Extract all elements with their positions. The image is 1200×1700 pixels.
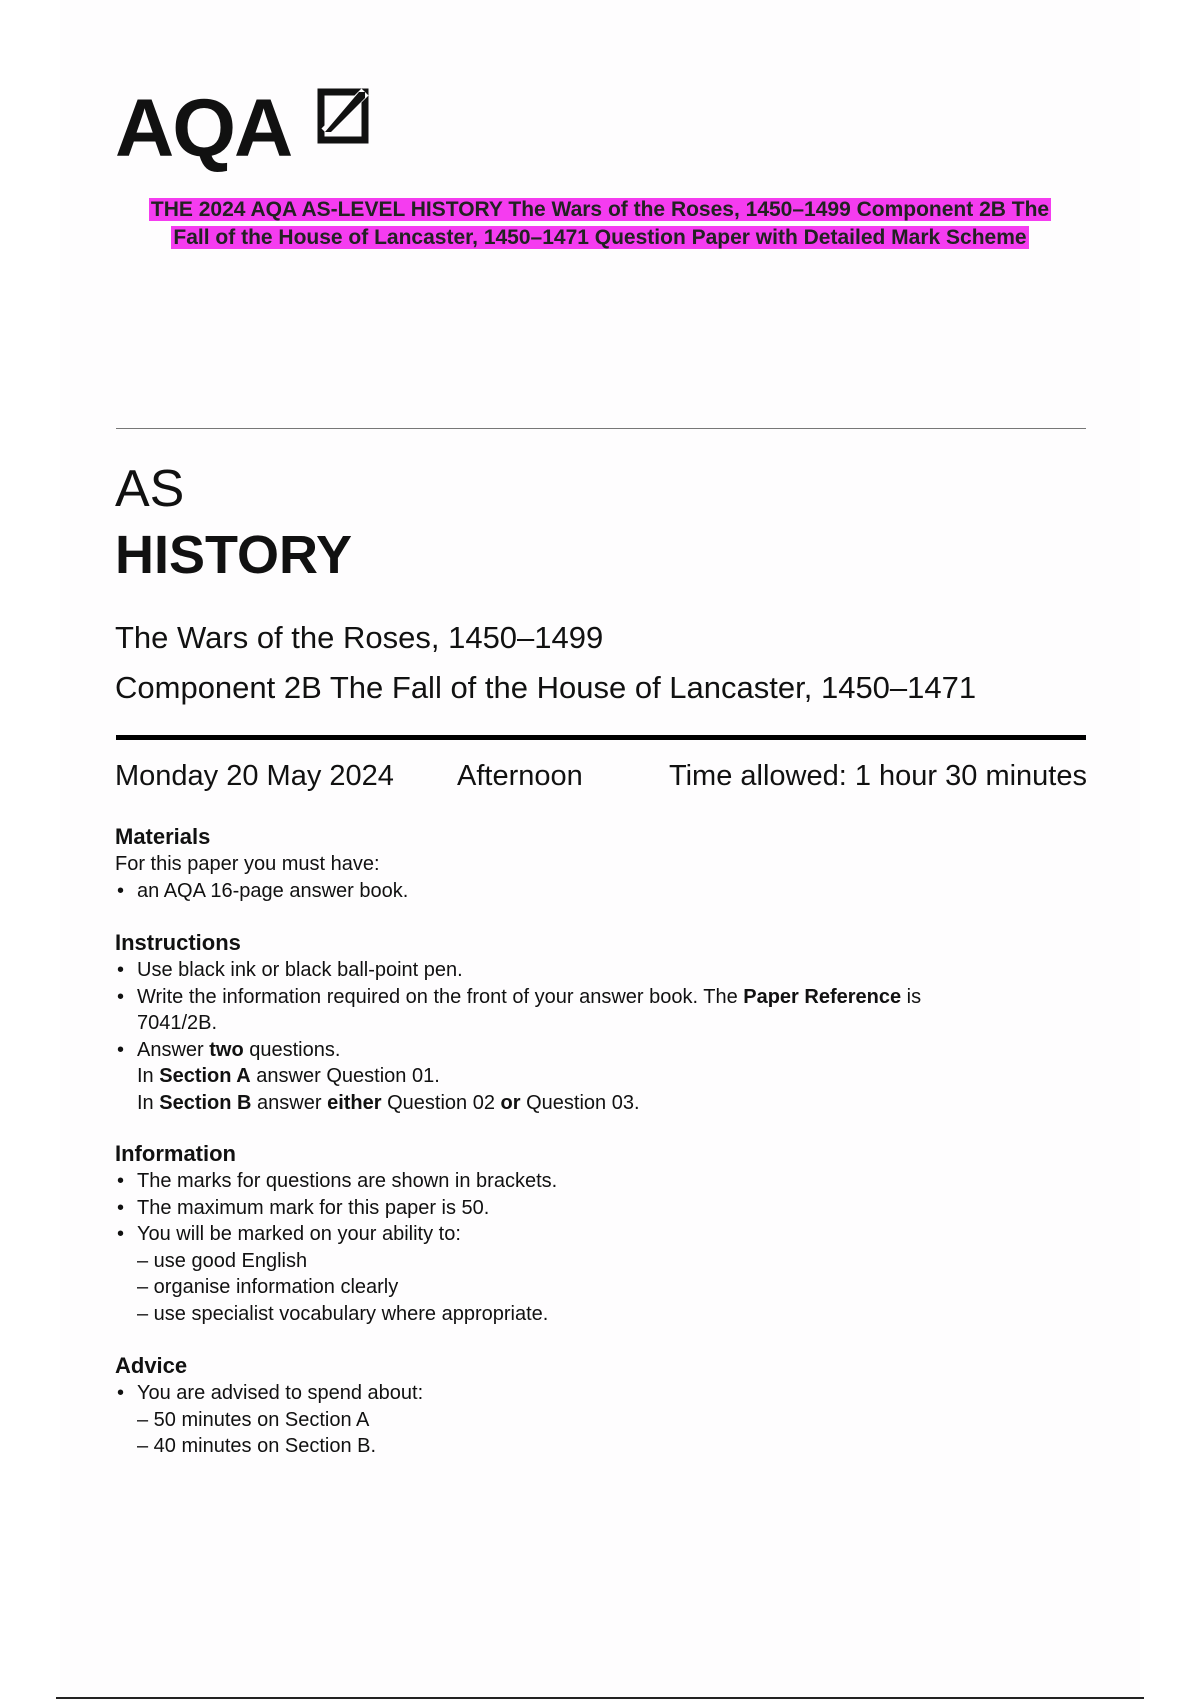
- exam-session: Afternoon: [457, 760, 583, 792]
- text-run: answer: [251, 1091, 328, 1114]
- instructions-heading: Instructions: [115, 930, 241, 955]
- exam-date-bar: [115, 762, 1087, 791]
- page-bottom-edge: [56, 1697, 1144, 1699]
- paper-reference-label: Paper Reference: [743, 985, 902, 1008]
- subject-title: HISTORY: [115, 525, 353, 585]
- qualification-level: AS: [115, 460, 185, 518]
- text-run: Question 03.: [520, 1091, 640, 1114]
- information-item-ability: • You will be marked on your ability to:: [115, 1221, 557, 1248]
- title-divider: [116, 735, 1086, 740]
- text-run: questions.: [243, 1038, 341, 1061]
- paper-reference-code: 7041/2B.: [137, 1012, 218, 1034]
- information-sub-vocabulary: – use specialist vocabulary where appropriate.: [137, 1302, 549, 1325]
- aqa-logo-mark-icon: [315, 88, 371, 144]
- information-section: [115, 1140, 557, 1327]
- text-run-bold: either: [327, 1091, 382, 1114]
- paper-title: The Wars of the Roses, 1450–1499: [115, 620, 604, 655]
- information-item-max-mark: • The maximum mark for this paper is 50.: [115, 1195, 557, 1222]
- information-heading: Information: [115, 1141, 236, 1166]
- advice-sub-section-b: – 40 minutes on Section B.: [137, 1435, 377, 1457]
- header-divider: [116, 428, 1086, 429]
- text-run: In: [137, 1065, 160, 1087]
- banner-line-1: THE 2024 AQA AS-LEVEL HISTORY The Wars of the Roses, 1450–1499 Component 2B The: [150, 198, 1050, 221]
- information-sub-organise: – organise information clearly: [137, 1276, 399, 1298]
- advice-sub-section-a: – 50 minutes on Section A: [137, 1408, 370, 1431]
- banner-line-2: Fall of the House of Lancaster, 1450–1471 Question Paper with Detailed Mark Scheme: [173, 226, 1027, 249]
- text-run-bold: Section B: [159, 1091, 252, 1114]
- text-run: answer Question 01.: [250, 1065, 440, 1087]
- information-sub-english: – use good English: [137, 1249, 308, 1272]
- time-allowed: Time allowed: 1 hour 30 minutes: [668, 760, 1087, 792]
- text-run: Write the information required on the front of your answer book. The: [137, 985, 744, 1008]
- instructions-item-ink: • Use black ink or black ball-point pen.: [115, 957, 921, 984]
- materials-section: [115, 823, 408, 904]
- aqa-logo: [115, 83, 292, 174]
- text-run: Question 02: [381, 1091, 501, 1114]
- instructions-item-answer: [115, 1037, 921, 1117]
- exam-date: Monday 20 May 2024: [115, 760, 394, 792]
- text-run-bold: or: [500, 1091, 521, 1114]
- instructions-item-front: [115, 984, 921, 1037]
- text-run-bold: two: [209, 1038, 244, 1061]
- advice-heading: Advice: [115, 1353, 188, 1378]
- component-title: Component 2B The Fall of the House of Lancaster, 1450–1471: [115, 670, 977, 705]
- information-item-brackets: • The marks for questions are shown in brackets.: [115, 1168, 557, 1195]
- materials-heading: Materials: [115, 824, 211, 849]
- text-run-bold: Section A: [159, 1065, 251, 1087]
- materials-intro: For this paper you must have:: [115, 853, 380, 875]
- text-run: In: [137, 1091, 160, 1114]
- instructions-section: [115, 929, 921, 1116]
- materials-item: • an AQA 16-page answer book.: [115, 878, 408, 905]
- aqa-logo-text: AQA: [115, 83, 292, 174]
- document-title-banner: [70, 196, 1130, 252]
- text-run: is: [901, 985, 922, 1008]
- advice-item: • You are advised to spend about:: [115, 1380, 423, 1407]
- text-run: Answer: [137, 1038, 210, 1061]
- advice-section: [115, 1352, 423, 1460]
